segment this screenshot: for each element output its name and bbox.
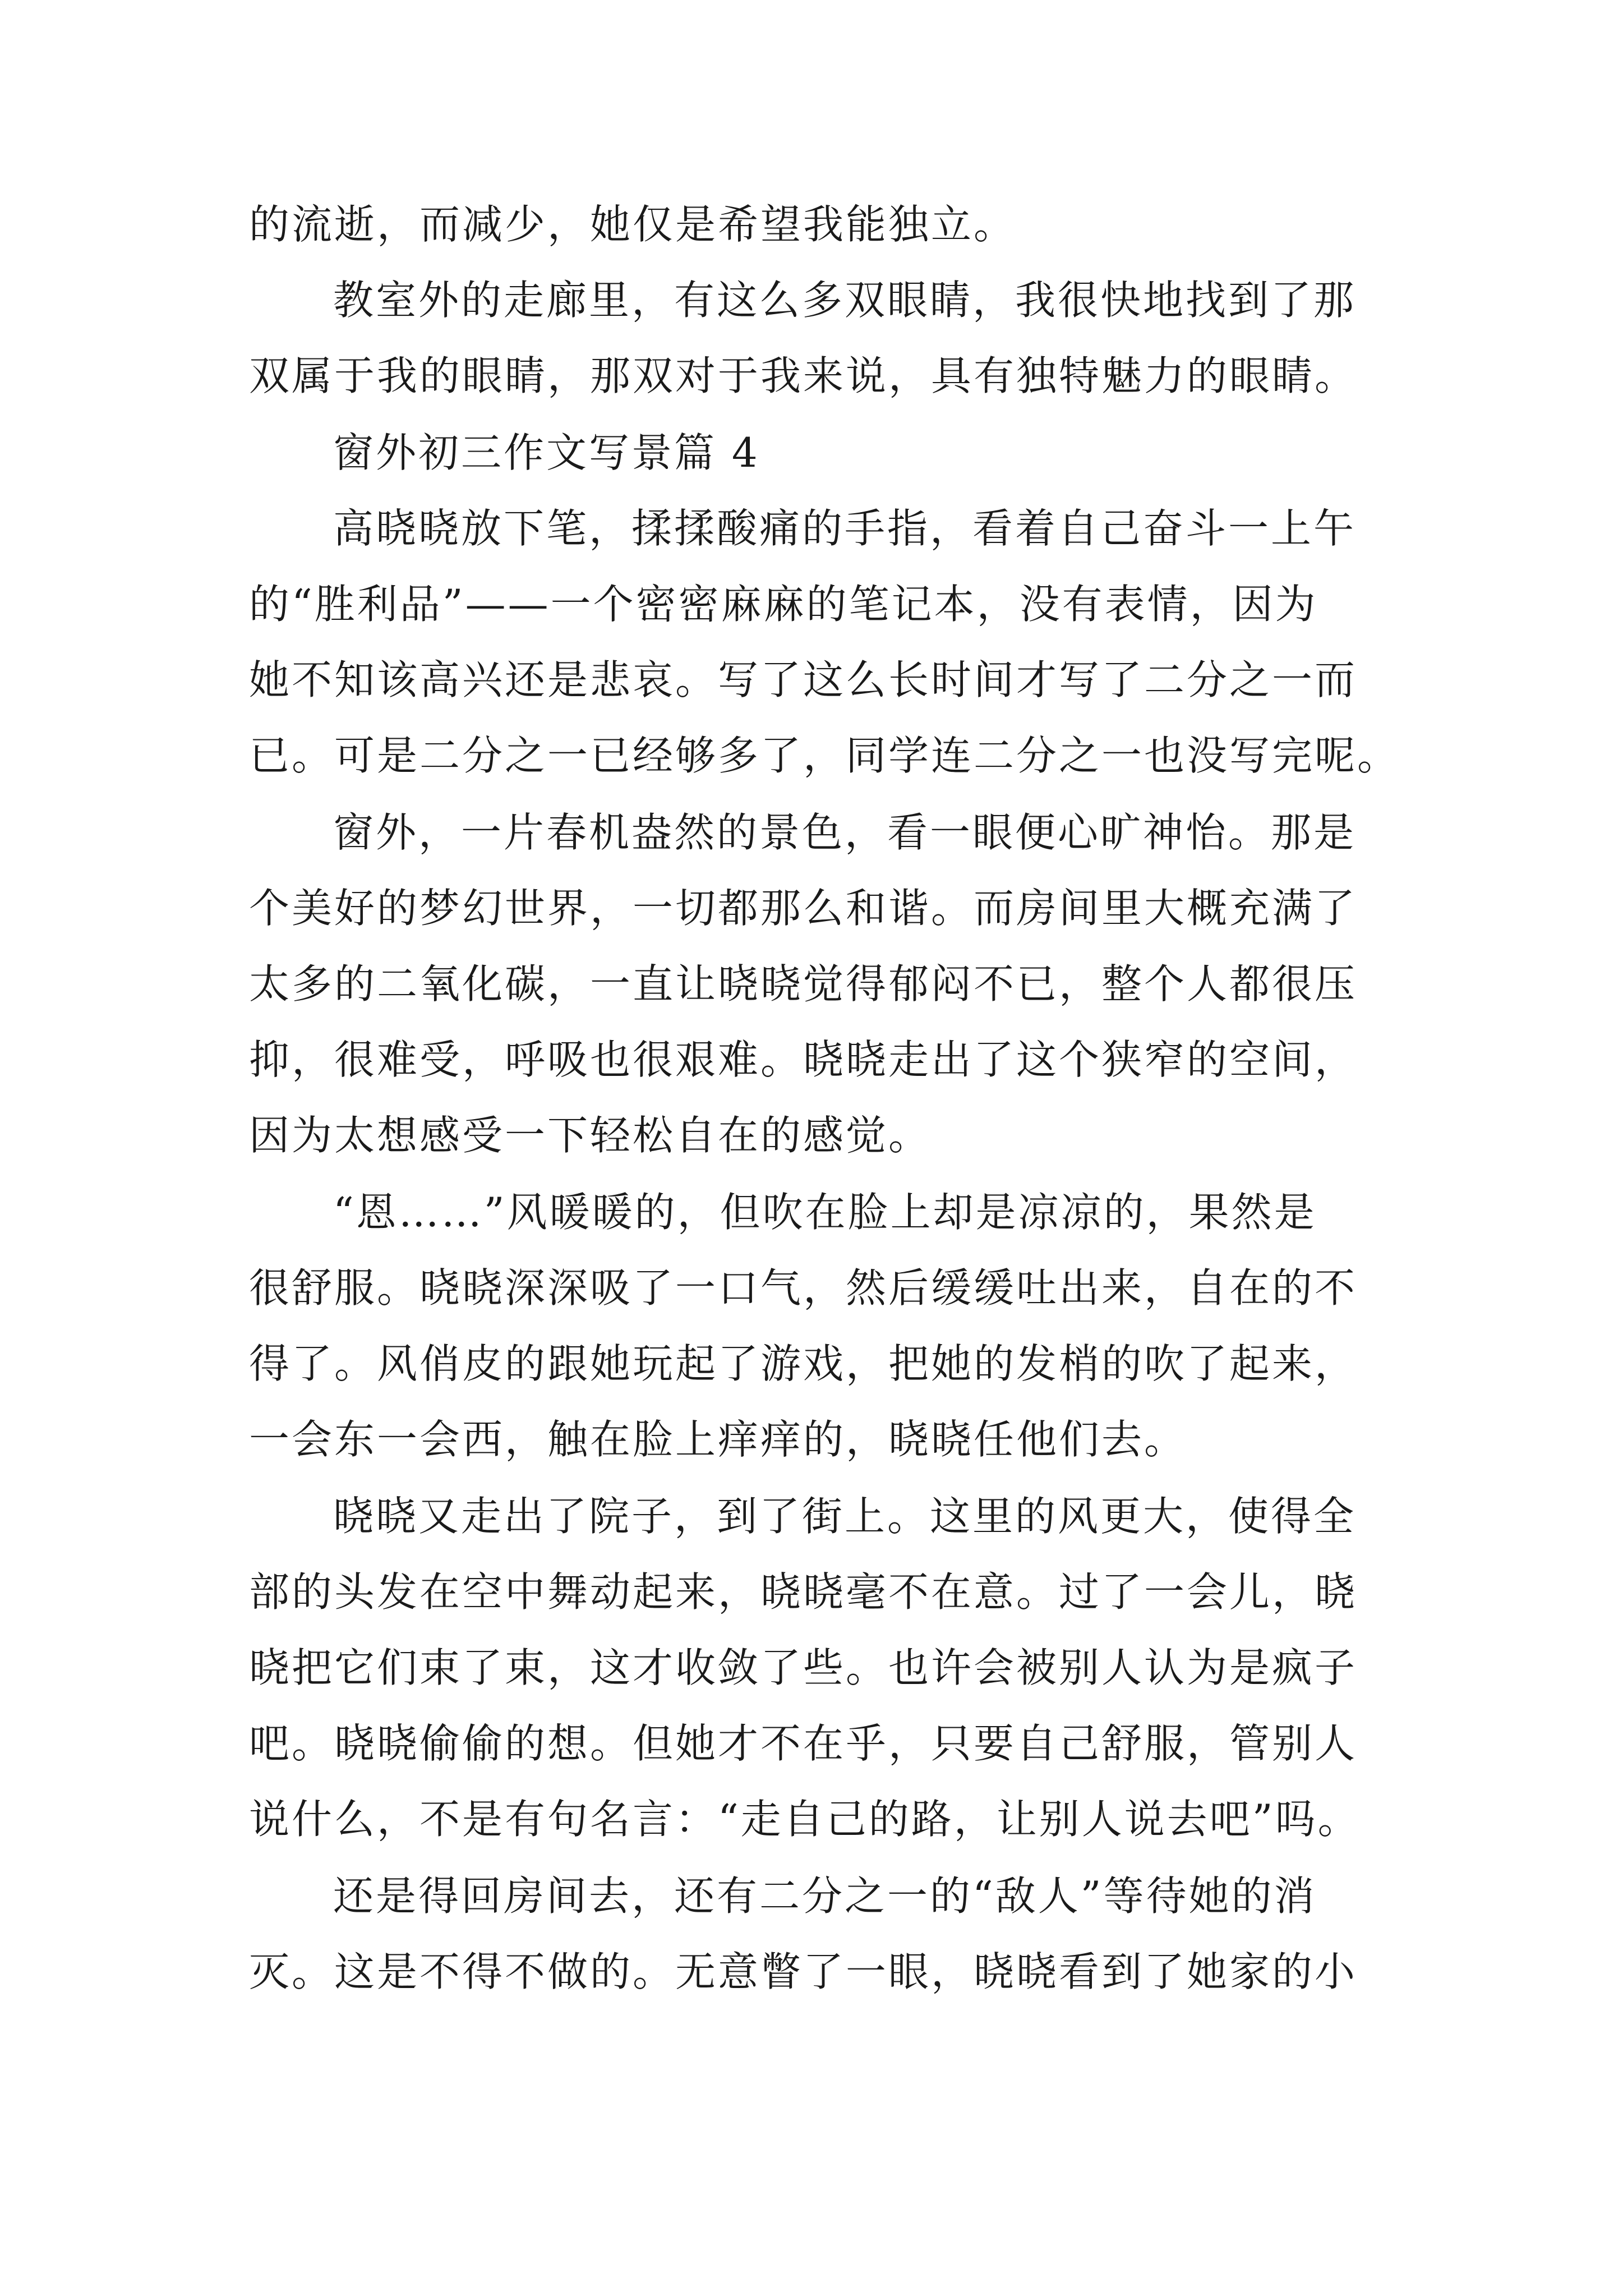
text-line: 说什么，不是有句名言：“走自己的路，让别人说去吧”吗。: [249, 1796, 1361, 1843]
paragraph-start-line: 晓晓又走出了院子，到了街上。这里的风更大，使得全: [333, 1493, 1357, 1540]
text-line: 晓把它们束了束，这才收敛了些。也许会被别人认为是疯子: [249, 1644, 1358, 1691]
paragraph-start-line: 还是得回房间去，还有二分之一的“敌人”等待她的消: [333, 1872, 1317, 1920]
text-line: 灭。这是不得不做的。无意瞥了一眼，晓晓看到了她家的小: [249, 1948, 1358, 1995]
text-line: 太多的二氧化碳，一直让晓晓觉得郁闷不已，整个人都很压: [249, 960, 1358, 1007]
text-line: 部的头发在空中舞动起来，晓晓毫不在意。过了一会儿，晓: [249, 1568, 1358, 1616]
text-line: 双属于我的眼睛，那双对于我来说，具有独特魅力的眼睛。: [249, 352, 1358, 399]
section-heading: 窗外初三作文写景篇 4: [333, 429, 760, 476]
paragraph-start-line: 窗外，一片春机盎然的景色，看一眼便心旷神怡。那是: [333, 809, 1357, 856]
text-line: 吧。晓晓偷偷的想。但她才不在乎，只要自己舒服，管别人: [249, 1720, 1358, 1767]
paragraph-start-line: 高晓晓放下笔，揉揉酸痛的手指，看着自己奋斗一上午: [333, 505, 1357, 552]
text-line: 的“胜利品”——一个密密麻麻的笔记本，没有表情，因为: [249, 581, 1318, 628]
text-line: 已。可是二分之一已经够多了，同学连二分之一也没写完呢。: [249, 732, 1400, 779]
text-line: 抑，很难受，呼吸也很艰难。晓晓走出了这个狭窄的空间，: [249, 1036, 1358, 1083]
text-line: 得了。风俏皮的跟她玩起了游戏，把她的发梢的吹了起来，: [249, 1340, 1358, 1387]
text-line: 的流逝，而减少，她仅是希望我能独立。: [249, 201, 1017, 248]
text-line: 一会东一会西，触在脸上痒痒的，晓晓任他们去。: [249, 1416, 1187, 1463]
paragraph-start-line: 教室外的走廊里，有这么多双眼睛，我很快地找到了那: [333, 277, 1357, 324]
text-line: 很舒服。晓晓深深吸了一口气，然后缓缓吐出来，自在的不: [249, 1264, 1358, 1312]
text-line: 个美好的梦幻世界，一切都那么和谐。而房间里大概充满了: [249, 885, 1358, 932]
text-line: 她不知该高兴还是悲哀。写了这么长时间才写了二分之一而: [249, 656, 1358, 703]
text-line: 因为太想感受一下轻松自在的感觉。: [249, 1112, 932, 1159]
paragraph-start-line: “恩……”风暖暖的，但吹在脸上却是凉凉的，果然是: [333, 1189, 1317, 1236]
